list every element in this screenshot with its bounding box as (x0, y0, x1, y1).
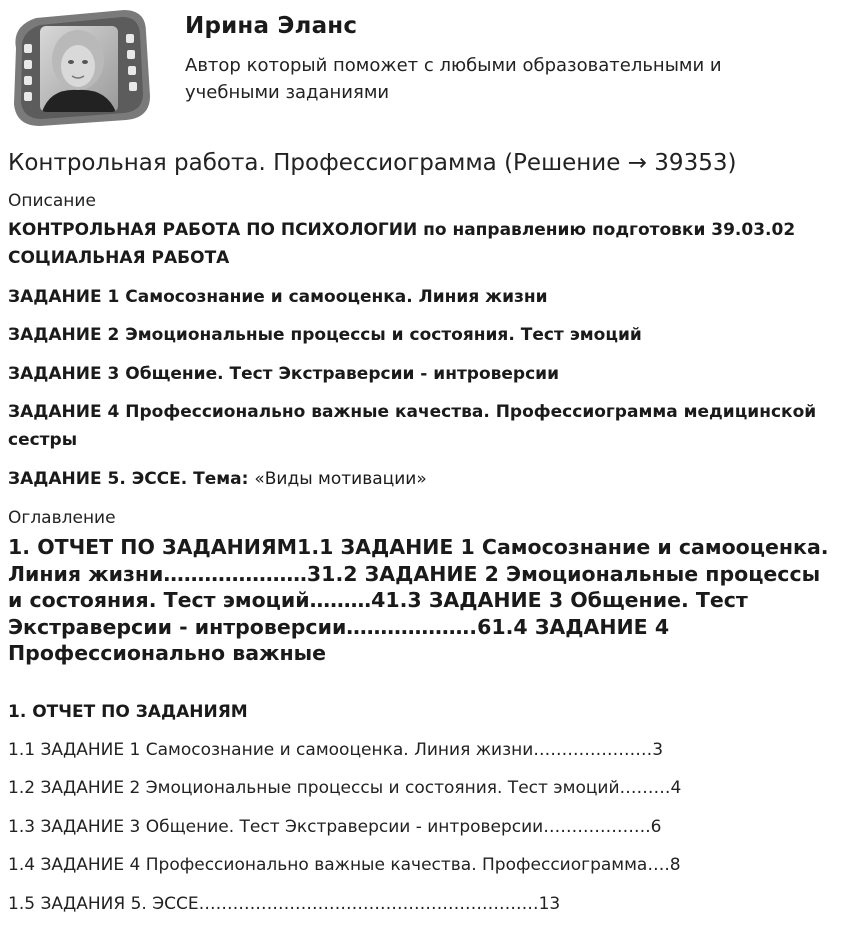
task-3: ЗАДАНИЕ 3 Общение. Тест Экстраверсии - интроверсии (8, 364, 559, 384)
toc-heading: 1. ОТЧЕТ ПО ЗАДАНИЯМ (8, 702, 248, 722)
description-label: Описание (8, 191, 96, 211)
task-5 (8, 465, 838, 493)
description-heading: КОНТРОЛЬНАЯ РАБОТА ПО ПСИХОЛОГИИ по направлению подготовки 39.03.02 СОЦИАЛЬНАЯ РАБОТА (8, 220, 796, 268)
task-1: ЗАДАНИЕ 1 Самосознание и самооценка. Линия жизни (8, 287, 548, 307)
author-description: Автор который поможет с любыми образовательными и учебными заданиями (185, 55, 722, 103)
toc-item-1-4: 1.4 ЗАДАНИЕ 4 Профессионально важные качества. Профессиограмма….8 (8, 855, 681, 875)
page-title: Контрольная работа. Профессиограмма (Решение → 39353) (8, 150, 737, 176)
toc-item-1-2: 1.2 ЗАДАНИЕ 2 Эмоциональные процессы и состояния. Тест эмоций………4 (8, 778, 682, 798)
task-2: ЗАДАНИЕ 2 Эмоциональные процессы и состояния. Тест эмоций (8, 325, 642, 345)
toc-item-1-5: 1.5 ЗАДАНИЯ 5. ЭССЕ……………………………………………………13 (8, 894, 561, 914)
task-4: ЗАДАНИЕ 4 Профессионально важные качества. Профессиограмма медицинской сестры (8, 402, 817, 450)
author-name[interactable]: Ирина Эланс (185, 13, 358, 39)
task-5-title: ЗАДАНИЕ 5. ЭССЕ. Тема: (8, 469, 249, 489)
toc-summary: 1. ОТЧЕТ ПО ЗАДАНИЯМ1.1 ЗАДАНИЕ 1 Самосознание и самооценка. Линия жизни…………………31.2 ЗАДАНИЕ 2 Эмоциональные процессы и состояния. Тест эмоций………41.3 ЗАДАНИЕ 3 Общение. Тест Экстраверсии - интроверсии……………….61.4 ЗАДАНИЕ 4 Профессионально важные (8, 535, 829, 665)
film-frame-avatar-icon (6, 8, 152, 128)
toc-item-1-3: 1.3 ЗАДАНИЕ 3 Общение. Тест Экстраверсии - интроверсии……………….6 (8, 817, 662, 837)
toc-label: Оглавление (8, 508, 116, 528)
toc-item-1-1: 1.1 ЗАДАНИЕ 1 Самосознание и самооценка. Линия жизни…………………3 (8, 740, 664, 760)
author-header (0, 0, 847, 130)
author-avatar[interactable] (6, 8, 152, 128)
task-5-topic: «Виды мотивации» (254, 469, 427, 489)
